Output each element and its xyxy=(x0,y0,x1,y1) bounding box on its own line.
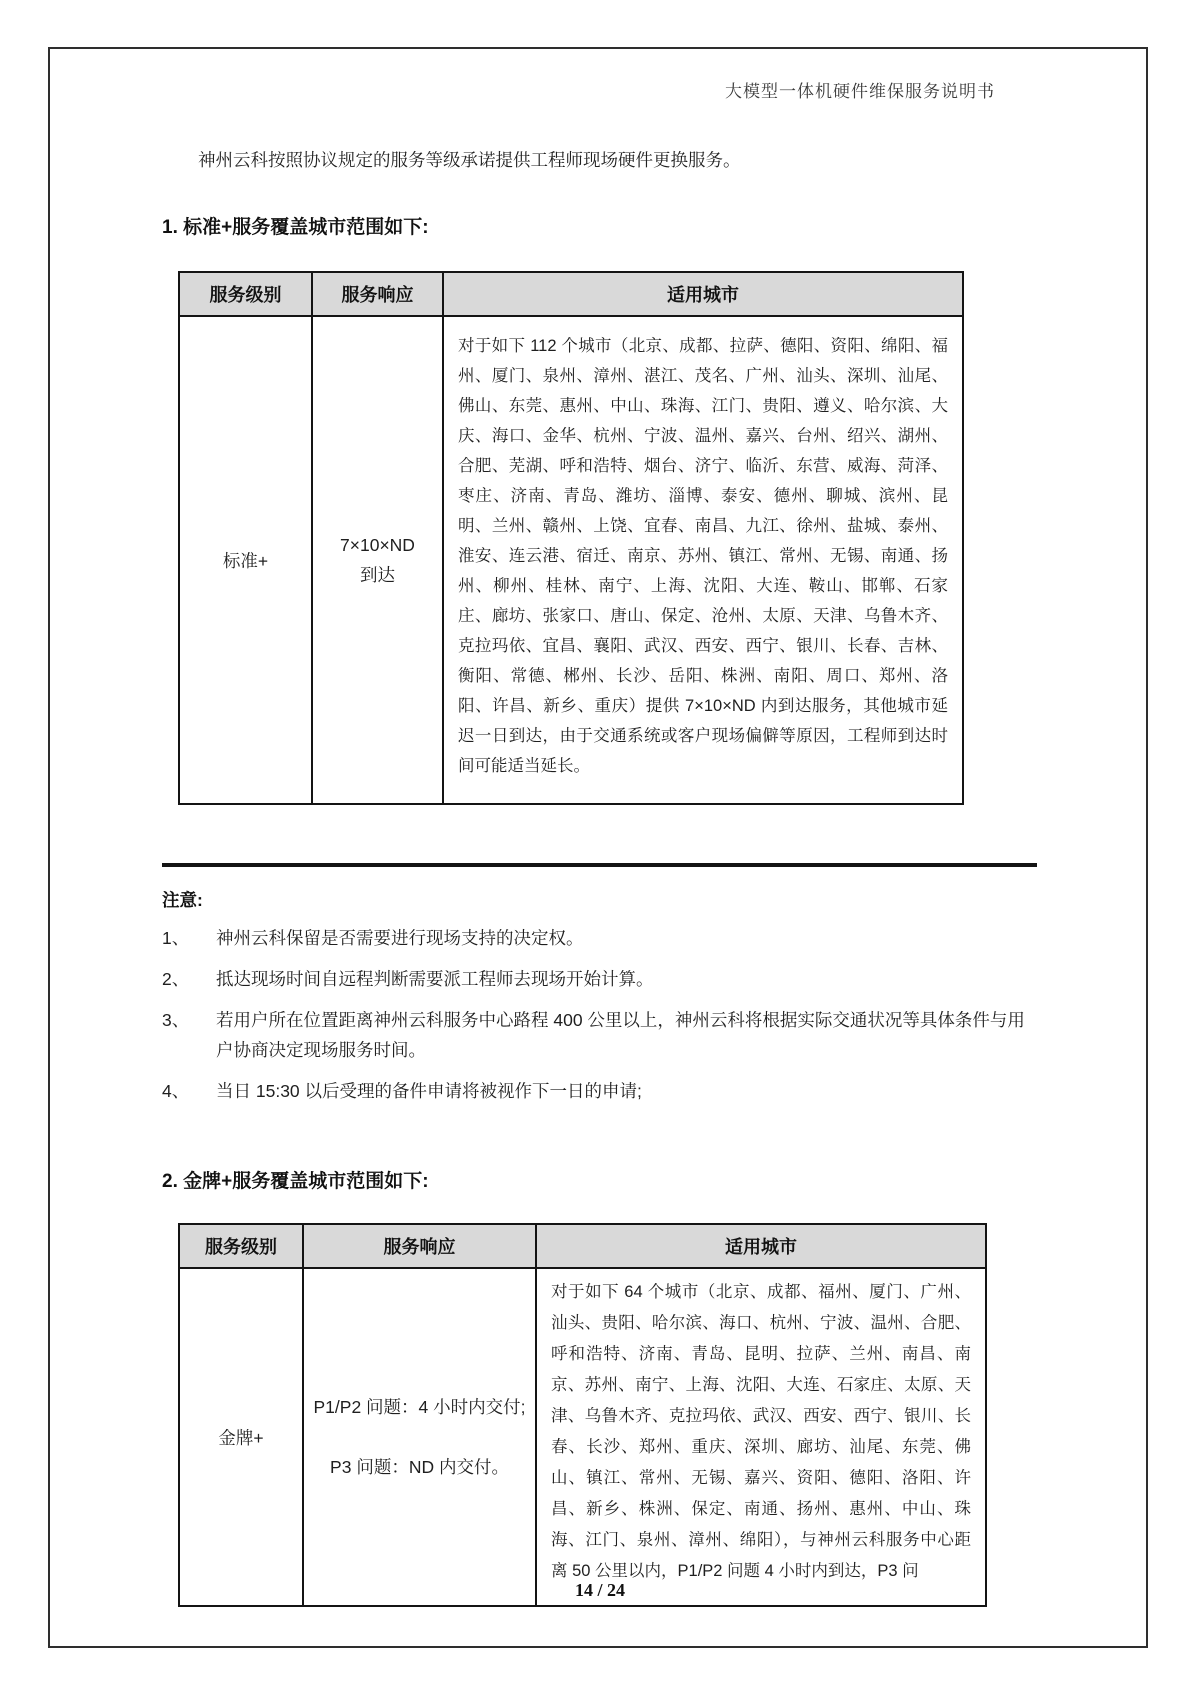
note-number: 4、 xyxy=(162,1081,190,1101)
table-header-row xyxy=(179,1224,986,1268)
gold-service-table xyxy=(178,1223,987,1607)
intro-paragraph: 神州云科按照协议规定的服务等级承诺提供工程师现场硬件更换服务。 xyxy=(198,150,741,170)
note-item xyxy=(162,923,1037,953)
service-response-line: 到达 xyxy=(360,565,395,585)
table-row xyxy=(179,1268,986,1606)
note-item xyxy=(162,1005,1037,1065)
service-level-cell: 标准+ xyxy=(179,316,312,804)
document-header-title: 大模型一体机硬件维保服务说明书 xyxy=(725,82,995,101)
page-content xyxy=(162,47,1037,1607)
applicable-cities-cell xyxy=(536,1268,986,1606)
page-footer: 14 / 24 xyxy=(574,1580,625,1600)
note-number: 1、 xyxy=(162,928,190,948)
section-divider-rule xyxy=(162,863,1037,867)
note-item xyxy=(162,964,1037,994)
column-header-applicable-cities: 适用城市 xyxy=(536,1224,986,1268)
notes-label: 注意: xyxy=(162,890,203,910)
service-response-line: P1/P2 问题：4 小时内交付; xyxy=(313,1397,526,1417)
section1-heading: 1. 标准+服务覆盖城市范围如下: xyxy=(162,217,429,238)
note-item xyxy=(162,1076,1037,1106)
applicable-cities-cell xyxy=(443,316,963,804)
note-text: 抵达现场时间自远程判断需要派工程师去现场开始计算。 xyxy=(216,969,654,989)
service-response-line: 7×10×ND xyxy=(340,535,415,555)
note-number: 2、 xyxy=(162,969,190,989)
note-number: 3、 xyxy=(162,1010,190,1030)
note-text: 当日 15:30 以后受理的备件申请将被视作下一日的申请; xyxy=(216,1081,642,1101)
column-header-applicable-cities: 适用城市 xyxy=(443,272,963,316)
column-header-service-level: 服务级别 xyxy=(179,272,312,316)
column-header-service-response: 服务响应 xyxy=(312,272,443,316)
applicable-cities-text: 对于如下 64 个城市（北京、成都、福州、厦门、广州、汕头、贵阳、哈尔滨、海口、杭州、宁波、温州、合肥、呼和浩特、济南、青岛、昆明、拉萨、兰州、南昌、南京、苏州、南宁、上海、沈阳、大连、石家庄、太原、天津、乌鲁木齐、克拉玛依、武汉、西安、西宁、银川、长春、长沙、郑州、重庆、深圳、廊坊、汕尾、东莞、佛山、镇江、常州、无锡、嘉兴、资阳、德阳、洛阳、许昌、新乡、株洲、保定、南通、扬州、惠州、中山、珠海、江门、泉州、漳州、绵阳），与神州云科服务中心距离 50 公里以内，P1/P2 问题 4 小时内到达，P3 问 xyxy=(551,1283,971,1580)
service-response-cell xyxy=(303,1268,536,1606)
note-text: 神州云科保留是否需要进行现场支持的决定权。 xyxy=(216,928,584,948)
note-text: 若用户所在位置距离神州云科服务中心路程 400 公里以上，神州云科将根据实际交通状况等具体条件与用户协商决定现场服务时间。 xyxy=(216,1010,1025,1060)
standard-service-table xyxy=(178,271,964,805)
service-response-cell xyxy=(312,316,443,804)
table-row xyxy=(179,316,963,804)
section2-heading: 2. 金牌+服务覆盖城市范围如下: xyxy=(162,1171,429,1192)
service-level-cell: 金牌+ xyxy=(179,1268,303,1606)
column-header-service-level: 服务级别 xyxy=(179,1224,303,1268)
table-header-row xyxy=(179,272,963,316)
applicable-cities-text: 对于如下 112 个城市（北京、成都、拉萨、德阳、资阳、绵阳、福州、厦门、泉州、漳州、湛江、茂名、广州、汕头、深圳、汕尾、佛山、东莞、惠州、中山、珠海、江门、贵阳、遵义、哈尔滨、大庆、海口、金华、杭州、宁波、温州、嘉兴、台州、绍兴、湖州、合肥、芜湖、呼和浩特、烟台、济宁、临沂、东营、威海、菏泽、枣庄、济南、青岛、潍坊、淄博、泰安、德州、聊城、滨州、昆明、兰州、赣州、上饶、宜春、南昌、九江、徐州、盐城、泰州、淮安、连云港、宿迁、南京、苏州、镇江、常州、无锡、南通、扬州、柳州、桂林、南宁、上海、沈阳、大连、鞍山、邯郸、石家庄、廊坊、张家口、唐山、保定、沧州、太原、天津、乌鲁木齐、克拉玛依、宜昌、襄阳、武汉、西安、西宁、银川、长春、吉林、衡阳、常德、郴州、长沙、岳阳、株洲、南阳、周口、郑州、洛阳、许昌、新乡、重庆）提供 7×10×ND 内到达服务，其他城市延迟一日到达，由于交通系统或客户现场偏僻等原因，工程师到达时间可能适当延长。 xyxy=(458,337,948,775)
column-header-service-response: 服务响应 xyxy=(303,1224,536,1268)
service-response-line: P3 问题：ND 内交付。 xyxy=(330,1457,509,1477)
